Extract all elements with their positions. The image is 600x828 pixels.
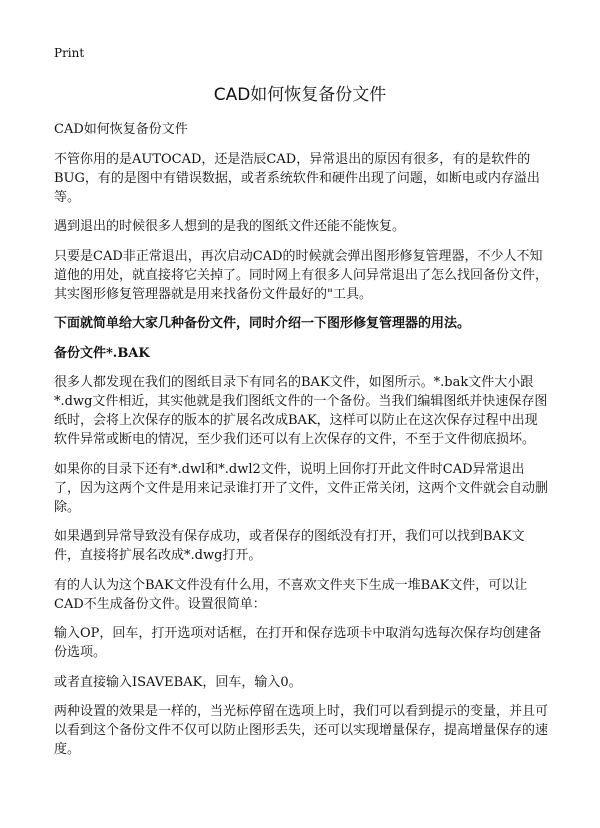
paragraph: 如果遇到异常导致没有保存成功，或者保存的图纸没有打开，我们可以找到BAK文件，直接将扩展名改成*.dwg打开。: [54, 529, 525, 563]
paragraph: CAD如何恢复备份文件: [54, 122, 188, 137]
paragraph: 或者直接输入ISAVEBAK，回车，输入0。: [54, 674, 302, 690]
document-title: CAD如何恢复备份文件: [213, 85, 387, 105]
document-body: [54, 120, 548, 770]
paragraph: 两种设置的效果是一样的，当光标停留在选项上时，我们可以看到提示的变量，并且可以看到这个备份文件不仅可以防止图形丢失，还可以实现增量保存，提高增量保存的速度。: [54, 704, 549, 757]
print-label: Print: [54, 46, 85, 60]
paragraph: 输入OP，回车，打开选项对话框，在打开和保存选项卡中取消勾选每次保存均创建备份选项。: [54, 626, 542, 660]
paragraph: 遇到退出的时候很多人想到的是我的图纸文件还能不能恢复。: [54, 219, 406, 234]
bold-heading: 下面就简单给大家几种备份文件，同时介绍一下图形修复管理器的用法。: [54, 316, 471, 331]
paragraph: 很多人都发现在我们的图纸目录下有同名的BAK文件，如图所示。*.bak文件大小跟*.dwg文件相近，其实他就是我们图纸文件的一个备份。当我们编辑图纸并快速保存图纸时，会将上次保存的版本的扩展名改成BAK，这样可以防止在这次保存过程中出现软件异常或断电的情况，至少我们还可以有上次保存的文件，不至于文件彻底损坏。: [54, 375, 548, 447]
paragraph: 不管你用的是AUTOCAD，还是浩辰CAD，异常退出的原因有很多，有的是软件的BUG，有的是图中有错误数据，或者系统软件和硬件出现了问题，如断电或内存溢出等。: [54, 151, 540, 205]
paragraph: 有的人认为这个BAK文件没有什么用，不喜欢文件夹下生成一堆BAK文件，可以让CAD不生成备份文件。设置很简单：: [54, 577, 528, 612]
section-heading: 备份文件*.BAK: [54, 345, 150, 361]
paragraph: 只要是CAD非正常退出，再次启动CAD的时候就会弹出图形修复管理器，不少人不知道他的用处，就直接将它关掉了。同时网上有很多人问异常退出了怎么找回备份文件，其实图形修复管理器就是用来找备份文件最好的"工具。: [54, 248, 549, 302]
paragraph: 如果你的目录下还有*.dwl和*.dwl2文件，说明上回你打开此文件时CAD异常退出了，因为这两个文件是用来记录谁打开了文件，文件正常关闭，这两个文件就会自动删除。: [54, 461, 549, 515]
